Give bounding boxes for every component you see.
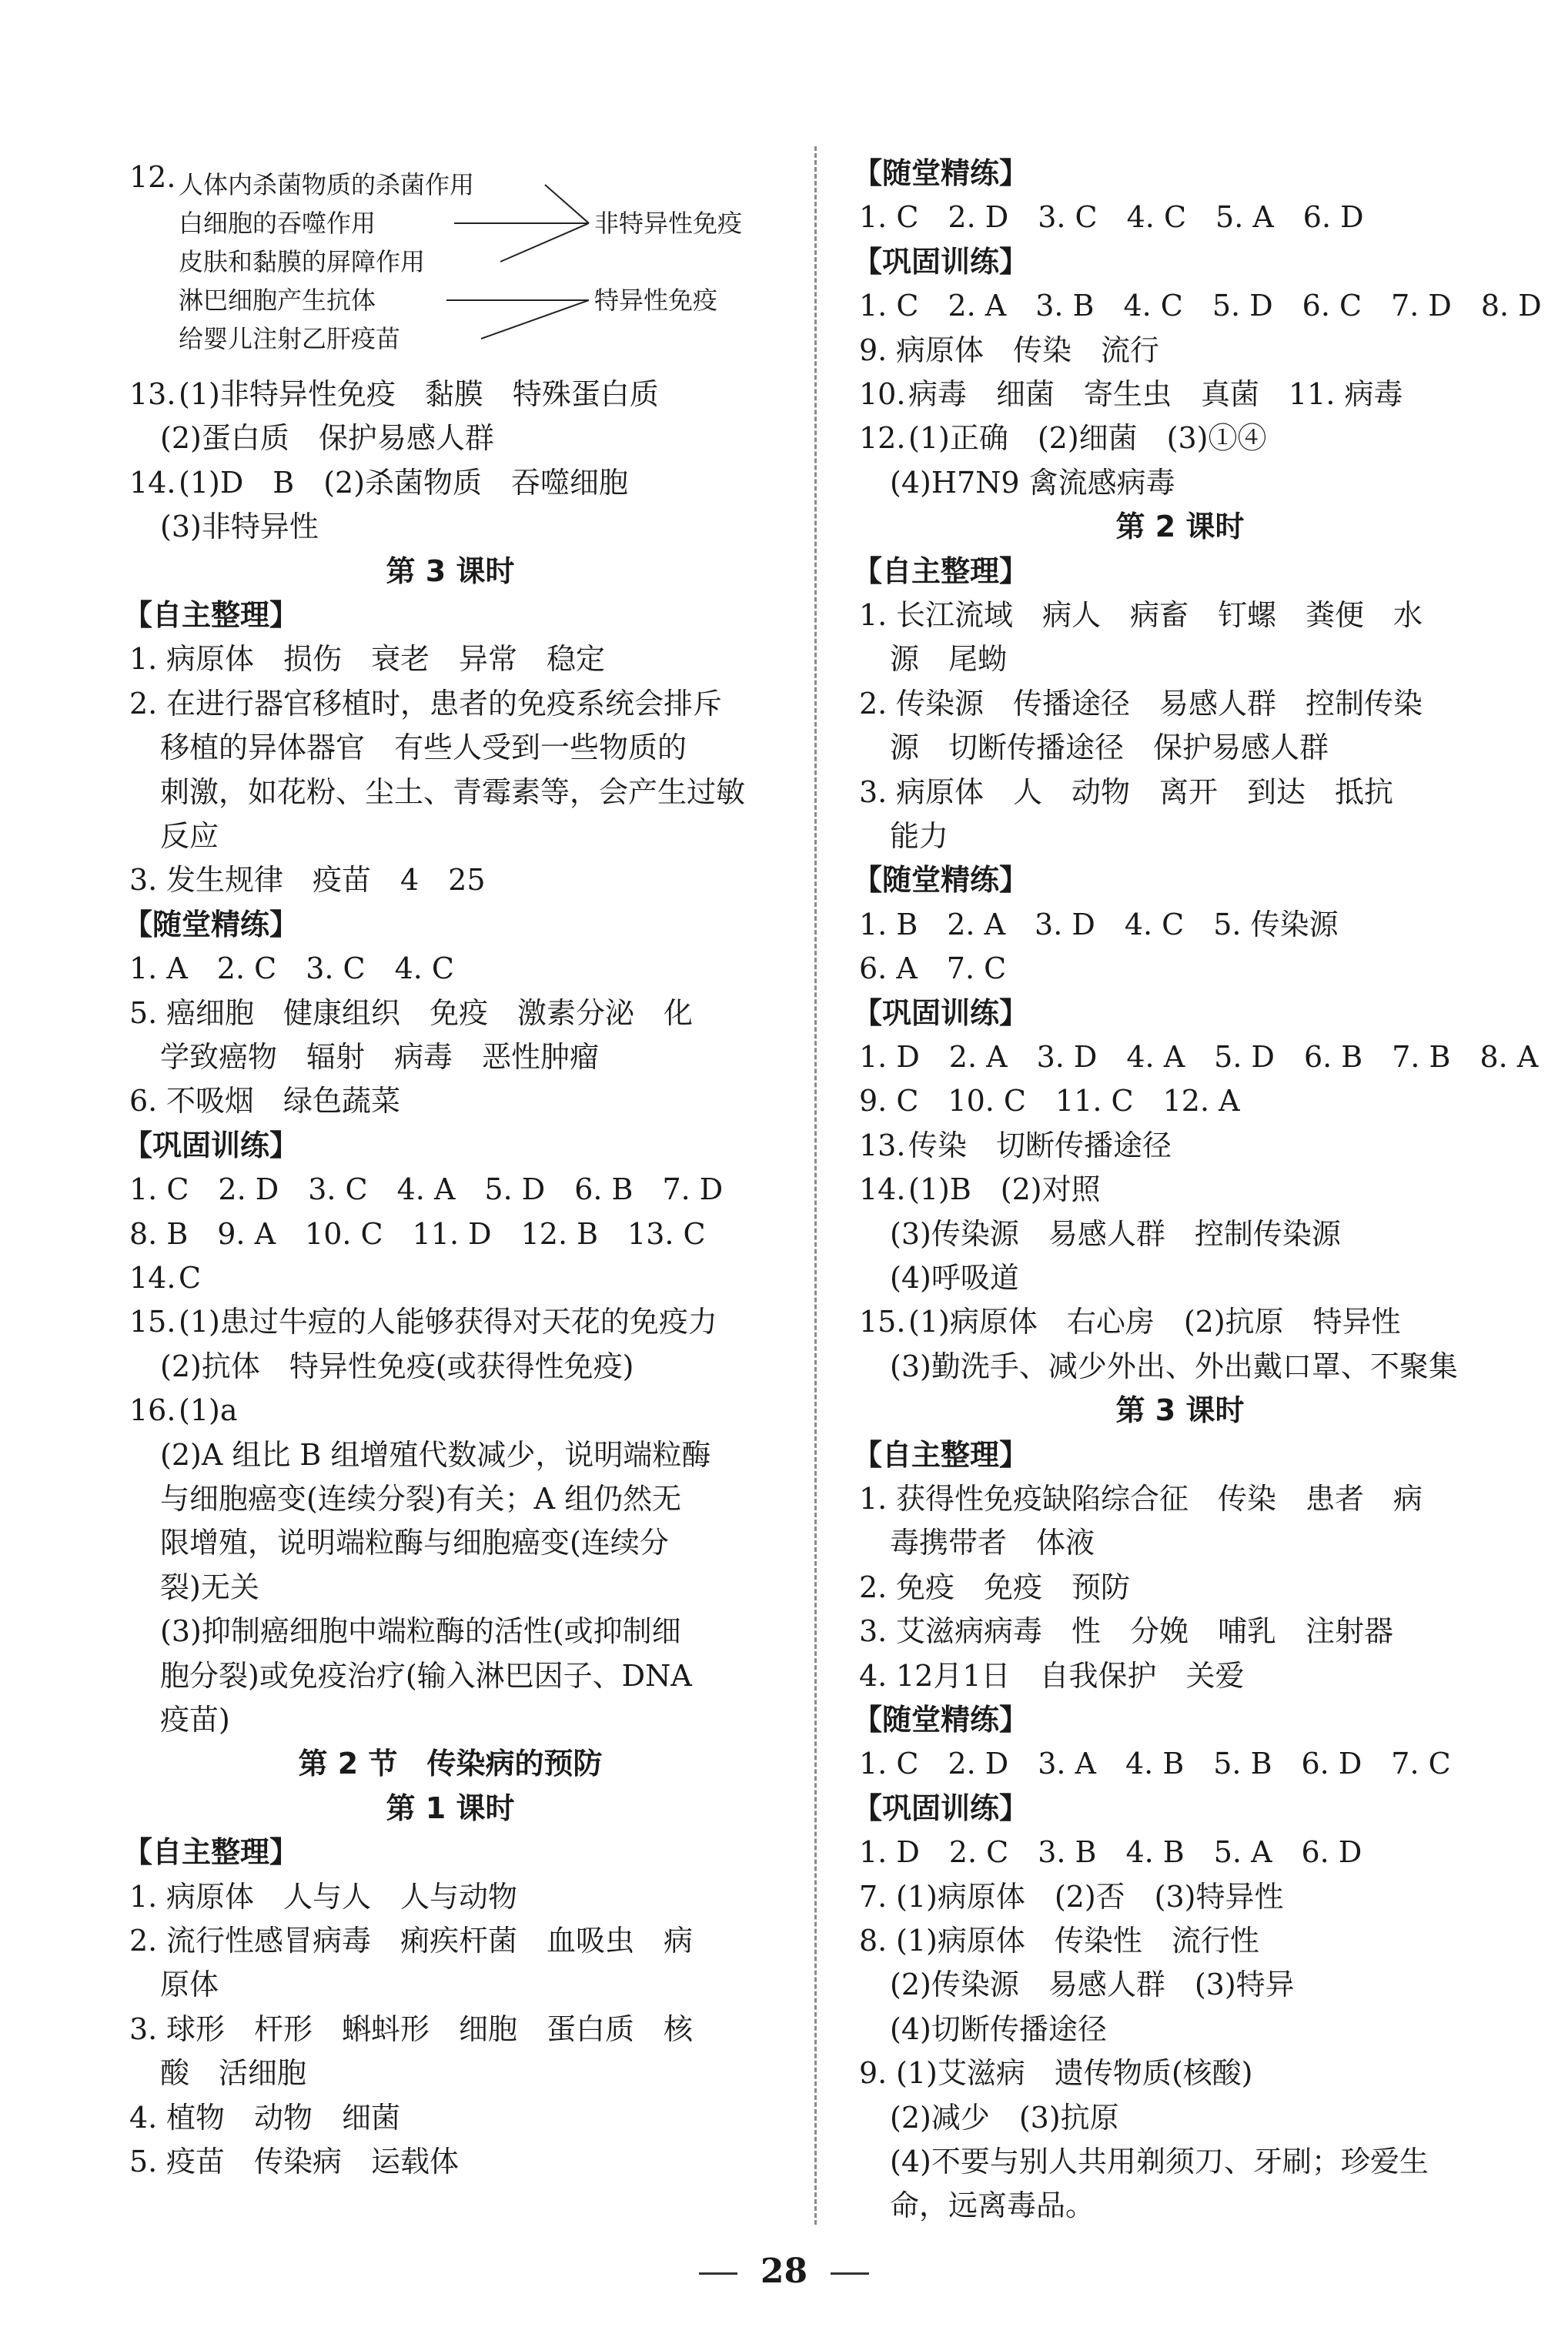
q12-target-specific: 特异性免疫 — [594, 286, 718, 315]
question-number: 14. — [129, 1261, 176, 1295]
question-number: 1. — [129, 1879, 158, 1914]
section-heading: 【随堂精练】 — [853, 1703, 1029, 1737]
question-number: 10. — [859, 377, 906, 411]
section-heading: 【巩固训练】 — [123, 1128, 299, 1162]
answer-text: (1)正确 (2)细菌 (3)①④ — [908, 421, 1267, 456]
answer-text: 1. B 2. A 3. D 4. C 5. 传染源 — [859, 907, 1339, 941]
question-number: 1. — [859, 1482, 888, 1516]
answer-text: 胞分裂)或免疫治疗(输入淋巴因子、DNA — [160, 1658, 692, 1693]
answer-text: 毒携带者 体液 — [890, 1526, 1095, 1560]
question-number: 14. — [129, 465, 176, 500]
answer-text: 病原体 人 动物 离开 到达 抵抗 — [896, 774, 1394, 809]
question-number: 2. — [129, 1924, 158, 1958]
answer-text: (1)艾滋病 遗传物质(核酸) — [896, 2056, 1253, 2091]
section-heading: 【巩固训练】 — [853, 995, 1029, 1030]
section-heading: 【巩固训练】 — [853, 1791, 1029, 1825]
lesson-title: 第 1 课时 — [386, 1791, 515, 1825]
section-heading: 【随堂精练】 — [123, 907, 299, 941]
section-heading: 【自主整理】 — [853, 1437, 1029, 1472]
answer-text: 艾滋病病毒 性 分娩 哺乳 注射器 — [896, 1614, 1394, 1649]
answer-text: 植物 动物 细菌 — [166, 2100, 401, 2135]
answer-text: (1)病原体 (2)否 (3)特异性 — [896, 1879, 1284, 1914]
question-number: 5. — [129, 2145, 158, 2179]
answer-text: (3)勤洗手、减少外出、外出戴口罩、不聚集 — [890, 1349, 1458, 1383]
page-number: 28 — [760, 2252, 808, 2291]
answer-text: 1. C 2. D 3. C 4. A 5. D 6. B 7. D — [129, 1172, 724, 1207]
answer-text: (4)切断传播途径 — [890, 2011, 1107, 2046]
answer-text: 1. C 2. D 3. A 4. B 5. B 6. D 7. C — [859, 1747, 1451, 1781]
answer-text: 癌细胞 健康组织 免疫 激素分泌 化 — [166, 995, 694, 1030]
q12-item-4: 淋巴细胞产生抗体 — [179, 286, 376, 315]
answer-text: 裂)无关 — [160, 1570, 259, 1604]
answer-text: (2)A 组比 B 组增殖代数减少，说明端粒酶 — [160, 1437, 711, 1472]
answer-text: 原体 — [160, 1968, 219, 2002]
question-number: 5. — [129, 995, 158, 1030]
answer-text: (1)病原体 右心房 (2)抗原 特异性 — [908, 1305, 1401, 1339]
answer-text: 发生规律 疫苗 4 25 — [166, 863, 486, 898]
answer-text: 在进行器官移植时，患者的免疫系统会排斥 — [166, 686, 723, 721]
answer-text: 命，远离毒品。 — [890, 2189, 1095, 2223]
answer-text: (2)蛋白质 保护易感人群 — [160, 421, 494, 456]
answer-text: 流行性感冒病毒 痢疾杆菌 血吸虫 病 — [166, 1924, 694, 1958]
answer-text: (2)传染源 易感人群 (3)特异 — [890, 1968, 1295, 2002]
question-number: 3. — [129, 863, 158, 898]
answer-text: (4)H7N9 禽流感病毒 — [890, 465, 1175, 500]
section-heading: 【随堂精练】 — [853, 156, 1029, 190]
answer-text: (1)B (2)对照 — [908, 1172, 1101, 1207]
answer-text: 与细胞癌变(连续分裂)有关；A 组仍然无 — [160, 1482, 682, 1516]
question-number: 3. — [859, 774, 888, 809]
answer-text: 9. C 10. C 11. C 12. A — [859, 1084, 1240, 1119]
answer-text: 反应 — [160, 819, 219, 853]
answer-text: 传染源 传播途径 易感人群 控制传染 — [896, 686, 1423, 721]
q12-item-2: 白细胞的吞噬作用 — [179, 209, 376, 238]
answer-text: 能力 — [890, 819, 949, 853]
question-number: 2. — [859, 1570, 888, 1604]
answer-text: 限增殖，说明端粒酶与细胞癌变(连续分 — [160, 1526, 669, 1560]
question-number: 9. — [859, 333, 888, 367]
answer-text: 酸 活细胞 — [160, 2056, 307, 2091]
answer-text: 长江流域 病人 病畜 钉螺 粪便 水 — [896, 598, 1423, 632]
answer-text: 传染 切断传播途径 — [908, 1128, 1172, 1162]
answer-text: (1)病原体 传染性 流行性 — [896, 1924, 1259, 1958]
question-number: 9. — [859, 2056, 888, 2091]
answer-text: 病原体 传染 流行 — [896, 333, 1160, 367]
answer-text: 病原体 损伤 衰老 异常 稳定 — [166, 642, 606, 677]
question-number: 13. — [129, 377, 176, 411]
q12-connector-lines — [123, 0, 777, 385]
answer-text: (4)不要与别人共用剃须刀、牙刷；珍爱生 — [890, 2145, 1429, 2179]
question-number: 3. — [129, 2011, 158, 2046]
answer-text: 1. D 2. A 3. D 4. A 5. D 6. B 7. B 8. A — [859, 1040, 1539, 1074]
answer-text: (1)患过牛痘的人能够获得对天花的免疫力 — [179, 1305, 717, 1339]
answer-text: 病原体 人与人 人与动物 — [166, 1879, 518, 1914]
section-heading: 【巩固训练】 — [853, 244, 1029, 279]
question-number: 1. — [859, 598, 888, 632]
answer-text: 1. D 2. C 3. B 4. B 5. A 6. D — [859, 1835, 1362, 1870]
question-number: 12. — [859, 421, 906, 456]
lesson-title: 第 3 课时 — [1115, 1393, 1245, 1428]
question-number: 15. — [129, 1305, 176, 1339]
section-heading: 【随堂精练】 — [853, 863, 1029, 898]
answer-text: 源 切断传播途径 保护易感人群 — [890, 731, 1329, 765]
question-number: 4. — [129, 2100, 158, 2135]
answer-text: 不吸烟 绿色蔬菜 — [166, 1084, 401, 1119]
answer-text: 病毒 细菌 寄生虫 真菌 11. 病毒 — [908, 377, 1403, 411]
question-number: 3. — [859, 1614, 888, 1649]
question-number: 8. — [859, 1924, 888, 1958]
q12-number: 12. — [129, 160, 176, 194]
answer-text: 刺激，如花粉、尘土、青霉素等，会产生过敏 — [160, 774, 746, 809]
answer-text: 8. B 9. A 10. C 11. D 12. B 13. C — [129, 1216, 706, 1251]
answer-text: (3)传染源 易感人群 控制传染源 — [890, 1216, 1341, 1251]
q12-item-3: 皮肤和黏膜的屏障作用 — [179, 247, 426, 276]
answer-text: (1)a — [179, 1393, 238, 1428]
question-number: 4. — [859, 1658, 888, 1693]
answer-text: 源 尾蚴 — [890, 642, 1008, 677]
column-divider — [814, 146, 817, 2225]
answer-text: C — [179, 1261, 202, 1295]
question-number: 15. — [859, 1305, 906, 1339]
answer-text: 1. C 2. A 3. B 4. C 5. D 6. C 7. D 8. D — [859, 289, 1542, 323]
answer-text: (4)呼吸道 — [890, 1261, 1019, 1295]
answer-text: 1. C 2. D 3. C 4. C 5. A 6. D — [859, 200, 1364, 235]
question-number: 1. — [129, 642, 158, 677]
answer-text: 12月1日 自我保护 关爱 — [896, 1658, 1245, 1693]
q12-item-5: 给婴儿注射乙肝疫苗 — [179, 324, 401, 353]
section-heading: 【自主整理】 — [123, 1835, 299, 1870]
answer-text: (3)非特异性 — [160, 510, 319, 544]
answer-text: 免疫 免疫 预防 — [896, 1570, 1131, 1604]
lesson-title: 第 2 节 传染病的预防 — [298, 1747, 603, 1781]
answer-text: 疫苗) — [160, 1703, 230, 1737]
lesson-title: 第 2 课时 — [1115, 510, 1245, 544]
section-heading: 【自主整理】 — [123, 598, 299, 632]
question-number: 13. — [859, 1128, 906, 1162]
answer-text: (1)D B (2)杀菌物质 吞噬细胞 — [179, 465, 629, 500]
answer-text: 获得性免疫缺陷综合征 传染 患者 病 — [896, 1482, 1423, 1516]
answer-text: 球形 杆形 蝌蚪形 细胞 蛋白质 核 — [166, 2011, 694, 2046]
answer-text: (1)非特异性免疫 黏膜 特殊蛋白质 — [179, 377, 659, 411]
answer-text: (3)抑制癌细胞中端粒酶的活性(或抑制细 — [160, 1614, 681, 1649]
page-number-footer — [0, 2252, 1568, 2291]
answer-text: 学致癌物 辐射 病毒 恶性肿瘤 — [160, 1040, 600, 1074]
question-number: 6. — [129, 1084, 158, 1119]
question-number: 16. — [129, 1393, 176, 1428]
section-heading: 【自主整理】 — [853, 553, 1029, 588]
answer-text: 移植的异体器官 有些人受到一些物质的 — [160, 731, 687, 765]
answer-text: 疫苗 传染病 运载体 — [166, 2145, 460, 2179]
answer-text: 6. A 7. C — [859, 951, 1007, 986]
q12-item-1: 人体内杀菌物质的杀菌作用 — [179, 170, 475, 199]
answer-text: (2)抗体 特异性免疫(或获得性免疫) — [160, 1349, 634, 1383]
question-number: 7. — [859, 1879, 888, 1914]
question-number: 2. — [859, 686, 888, 721]
q12-target-nonspecific: 非特异性免疫 — [594, 209, 743, 238]
answer-text: 1. A 2. C 3. C 4. C — [129, 951, 455, 986]
question-number: 14. — [859, 1172, 906, 1207]
question-number: 2. — [129, 686, 158, 721]
answer-text: (2)减少 (3)抗原 — [890, 2100, 1119, 2135]
lesson-title: 第 3 课时 — [386, 553, 515, 588]
